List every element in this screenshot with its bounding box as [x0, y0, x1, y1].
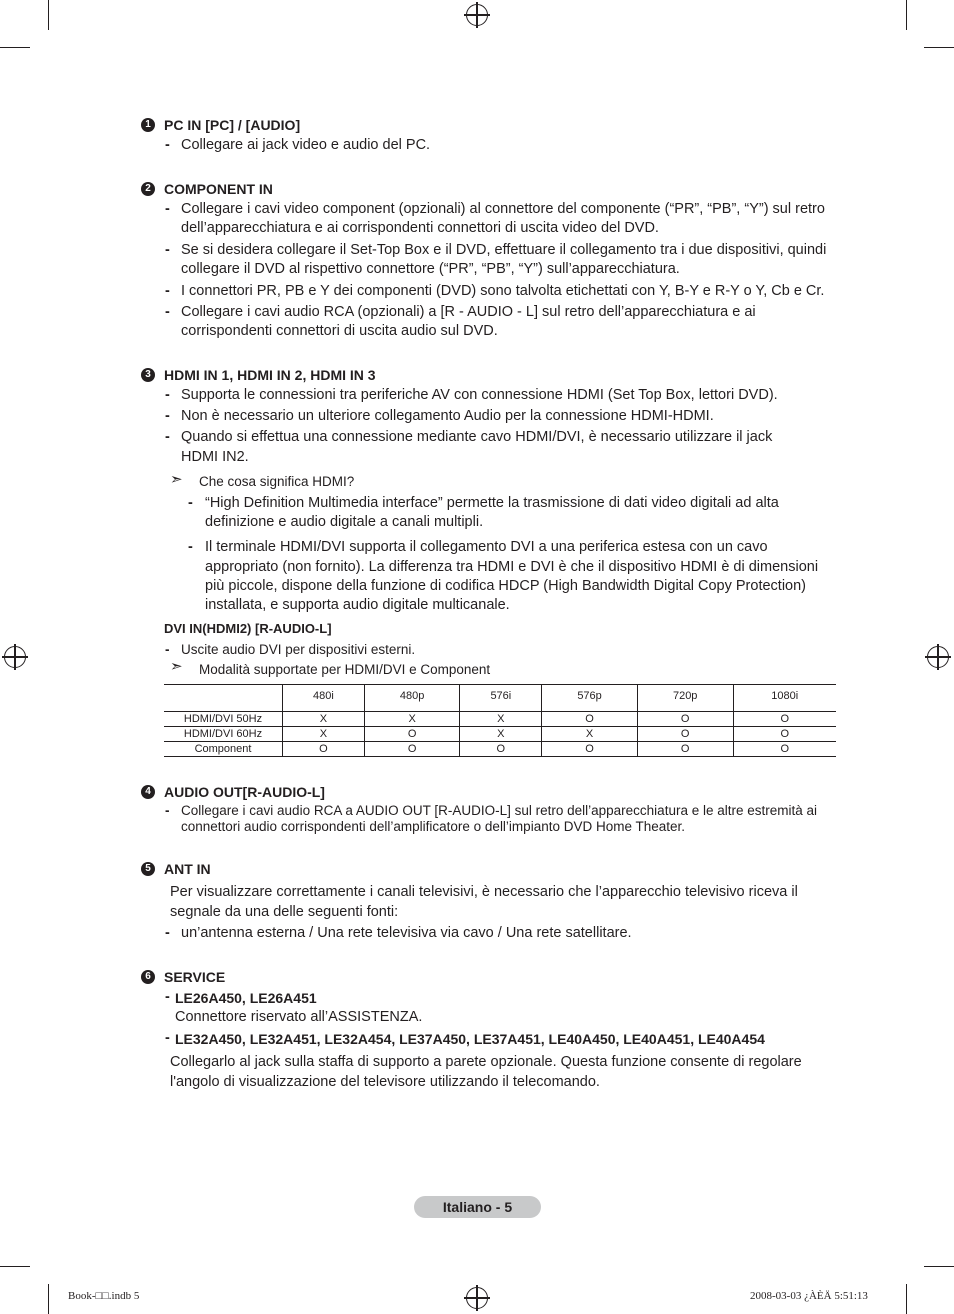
table-cell: X	[283, 727, 365, 742]
table-header-cell	[164, 685, 283, 712]
bullet-dash: -	[165, 283, 170, 299]
table-cell: X	[460, 712, 542, 727]
table-row	[164, 712, 836, 727]
list-item: Non è necessario un ulteriore collegamento Audio per la connessione HDMI-HDMI.	[181, 408, 714, 424]
section-title-pc-in: PC IN [PC] / [AUDIO]	[164, 117, 301, 133]
note-arrow-icon: ➣	[170, 471, 183, 488]
list-item-continued: HDMI IN2.	[181, 449, 249, 465]
crop-mark	[906, 1284, 907, 1314]
supported-modes-table	[164, 684, 836, 757]
crop-mark	[0, 1266, 30, 1267]
registration-mark-icon	[4, 646, 26, 668]
list-item-continued: dell’apparecchiatura e ai corrispondenti connettori di uscita video del DVD.	[181, 220, 659, 236]
section-number-4: 4	[141, 785, 155, 799]
table-header-cell: 480i	[283, 685, 365, 712]
registration-mark-icon	[927, 646, 949, 668]
print-timestamp: 2008-03-03 ¿ÀÈÄ 5:51:13	[750, 1290, 868, 1302]
section-title-audio-out: AUDIO OUT[R-AUDIO-L]	[164, 784, 325, 800]
section-number-3: 3	[141, 368, 155, 382]
bullet-dash: -	[188, 495, 193, 511]
registration-mark-icon	[466, 4, 488, 26]
bullet-dash: -	[165, 304, 170, 320]
table-cell: O	[542, 712, 638, 727]
table-header-cell: 576i	[460, 685, 542, 712]
table-cell: O	[283, 742, 365, 757]
bullet-dash: -	[165, 137, 170, 153]
table-cell: O	[637, 742, 733, 757]
table-cell: O	[364, 727, 460, 742]
list-item: Supporta le connessioni tra periferiche AV con connessione HDMI (Set Top Box, lettori DVD).	[181, 387, 778, 403]
bullet-dash: -	[165, 201, 170, 217]
modes-note: Modalità supportate per HDMI/DVI e Component	[199, 662, 491, 677]
list-item: Se si desidera collegare il Set-Top Box e il DVD, effettuare il collegamento tra i due dispositivi, quindi	[181, 242, 827, 258]
section-title-component-in: COMPONENT IN	[164, 181, 273, 197]
section-title-hdmi-in: HDMI IN 1, HDMI IN 2, HDMI IN 3	[164, 367, 376, 383]
table-cell: O	[733, 742, 836, 757]
table-cell: X	[364, 712, 460, 727]
list-item-continued: connettori audio corrispondenti dell’amplificatore o dell’impianto DVD Home Theater.	[181, 819, 686, 834]
bullet-dash: -	[188, 539, 193, 555]
crop-mark	[924, 47, 954, 48]
bullet-dash: -	[165, 387, 170, 403]
table-cell: O	[733, 712, 836, 727]
table-header-row	[164, 685, 836, 712]
page-number-badge: Italiano - 5	[414, 1196, 541, 1218]
note-item: “High Definition Multimedia interface” permette la trasmissione di dati video digitali ad alta	[205, 495, 779, 511]
section-number-6: 6	[141, 970, 155, 984]
list-item-continued: corrispondenti connettori di uscita audio sul DVD.	[181, 323, 498, 339]
crop-mark	[48, 1284, 49, 1314]
table-header-cell: 576p	[542, 685, 638, 712]
bullet-dash: -	[165, 989, 170, 1005]
list-item: Quando si effettua una connessione mediante cavo HDMI/DVI, è necessario utilizzare il jack	[181, 429, 773, 445]
crop-mark	[906, 0, 907, 30]
table-cell: HDMI/DVI 60Hz	[164, 727, 283, 742]
paragraph-line: Connettore riservato all’ASSISTENZA.	[175, 1009, 423, 1025]
section-number-1: 1	[141, 118, 155, 132]
table-header-cell: 480p	[364, 685, 460, 712]
table-row	[164, 742, 836, 757]
note-arrow-icon: ➣	[170, 658, 183, 675]
note-title: Che cosa significa HDMI?	[199, 474, 355, 489]
table-cell: X	[542, 727, 638, 742]
paragraph-line: Collegarlo al jack sulla staffa di supporto a parete opzionale. Questa funzione consente di regolare	[170, 1054, 802, 1070]
bullet-dash: -	[165, 408, 170, 424]
dvi-subtitle: DVI IN(HDMI2) [R-AUDIO-L]	[164, 621, 332, 636]
table-cell: O	[364, 742, 460, 757]
section-title-ant-in: ANT IN	[164, 861, 211, 877]
crop-mark	[48, 0, 49, 30]
table-cell: O	[460, 742, 542, 757]
registration-mark-icon	[466, 1287, 488, 1309]
table-cell: X	[283, 712, 365, 727]
list-item: Collegare i cavi video component (opzionali) al connettore del componente (“PR”, “PB”, “Y”) sul retro	[181, 201, 825, 217]
note-item-continued: più piccole, dispone della funzione di codifica HDCP (High Bandwidth Digital Copy Protection)	[205, 578, 806, 594]
list-item: un’antenna esterna / Una rete televisiva via cavo / Una rete satellitare.	[181, 925, 632, 941]
bullet-dash: -	[165, 642, 170, 657]
paragraph-line: Per visualizzare correttamente i canali televisivi, è necessario che l’apparecchio televisivo riceva il	[170, 884, 798, 900]
model-list: LE26A450, LE26A451	[175, 990, 317, 1006]
file-info: Book-□□.indb 5	[68, 1290, 140, 1302]
list-item: Collegare i cavi audio RCA a AUDIO OUT [R-AUDIO-L] sul retro dell’apparecchiatura e le altre estremità ai	[181, 803, 818, 818]
table-cell: O	[637, 727, 733, 742]
list-item: Uscite audio DVI per dispositivi esterni.	[181, 642, 416, 657]
table-header-cell: 1080i	[733, 685, 836, 712]
table-cell: X	[460, 727, 542, 742]
bullet-dash: -	[165, 429, 170, 445]
bullet-dash: -	[165, 803, 170, 818]
note-item-continued: installata, e supporta audio digitale multicanale.	[205, 597, 510, 613]
table-cell: Component	[164, 742, 283, 757]
bullet-dash: -	[165, 1030, 170, 1046]
crop-mark	[924, 1266, 954, 1267]
table-cell: O	[637, 712, 733, 727]
bullet-dash: -	[165, 925, 170, 941]
table-header-cell: 720p	[637, 685, 733, 712]
list-item-continued: collegare il DVD al rispettivo connettore (“PR”, “PB”, “Y”) sull’apparecchiatura.	[181, 261, 680, 277]
table-row	[164, 727, 836, 742]
note-item: Il terminale HDMI/DVI supporta il collegamento DVI a una periferica estesa con un cavo	[205, 539, 768, 555]
paragraph-line: l'angolo di visualizzazione del televisore utilizzando il telecomando.	[170, 1074, 600, 1090]
section-number-5: 5	[141, 862, 155, 876]
note-item-continued: appropriato (non fornito). La differenza tra HDMI e DVI è che il dispositivo HDMI è di dimensioni	[205, 559, 819, 575]
table-cell: O	[733, 727, 836, 742]
crop-mark	[0, 47, 30, 48]
note-item-continued: definizione e audio digitale a canali multipli.	[205, 514, 484, 530]
paragraph-line: segnale da una delle seguenti fonti:	[170, 904, 399, 920]
section-title-service: SERVICE	[164, 969, 226, 985]
bullet-dash: -	[165, 242, 170, 258]
model-list: LE32A450, LE32A451, LE32A454, LE37A450, LE37A451, LE40A450, LE40A451, LE40A454	[175, 1031, 765, 1047]
section-number-2: 2	[141, 182, 155, 196]
list-item: I connettori PR, PB e Y dei componenti (DVD) sono talvolta etichettati con Y, B-Y e R-Y o Y, Cb e Cr.	[181, 283, 825, 299]
table-cell: HDMI/DVI 50Hz	[164, 712, 283, 727]
list-item: Collegare i cavi audio RCA (opzionali) a [R - AUDIO - L] sul retro dell’apparecchiatura e ai	[181, 304, 756, 320]
table-cell: O	[542, 742, 638, 757]
list-item: Collegare ai jack video e audio del PC.	[181, 137, 431, 153]
